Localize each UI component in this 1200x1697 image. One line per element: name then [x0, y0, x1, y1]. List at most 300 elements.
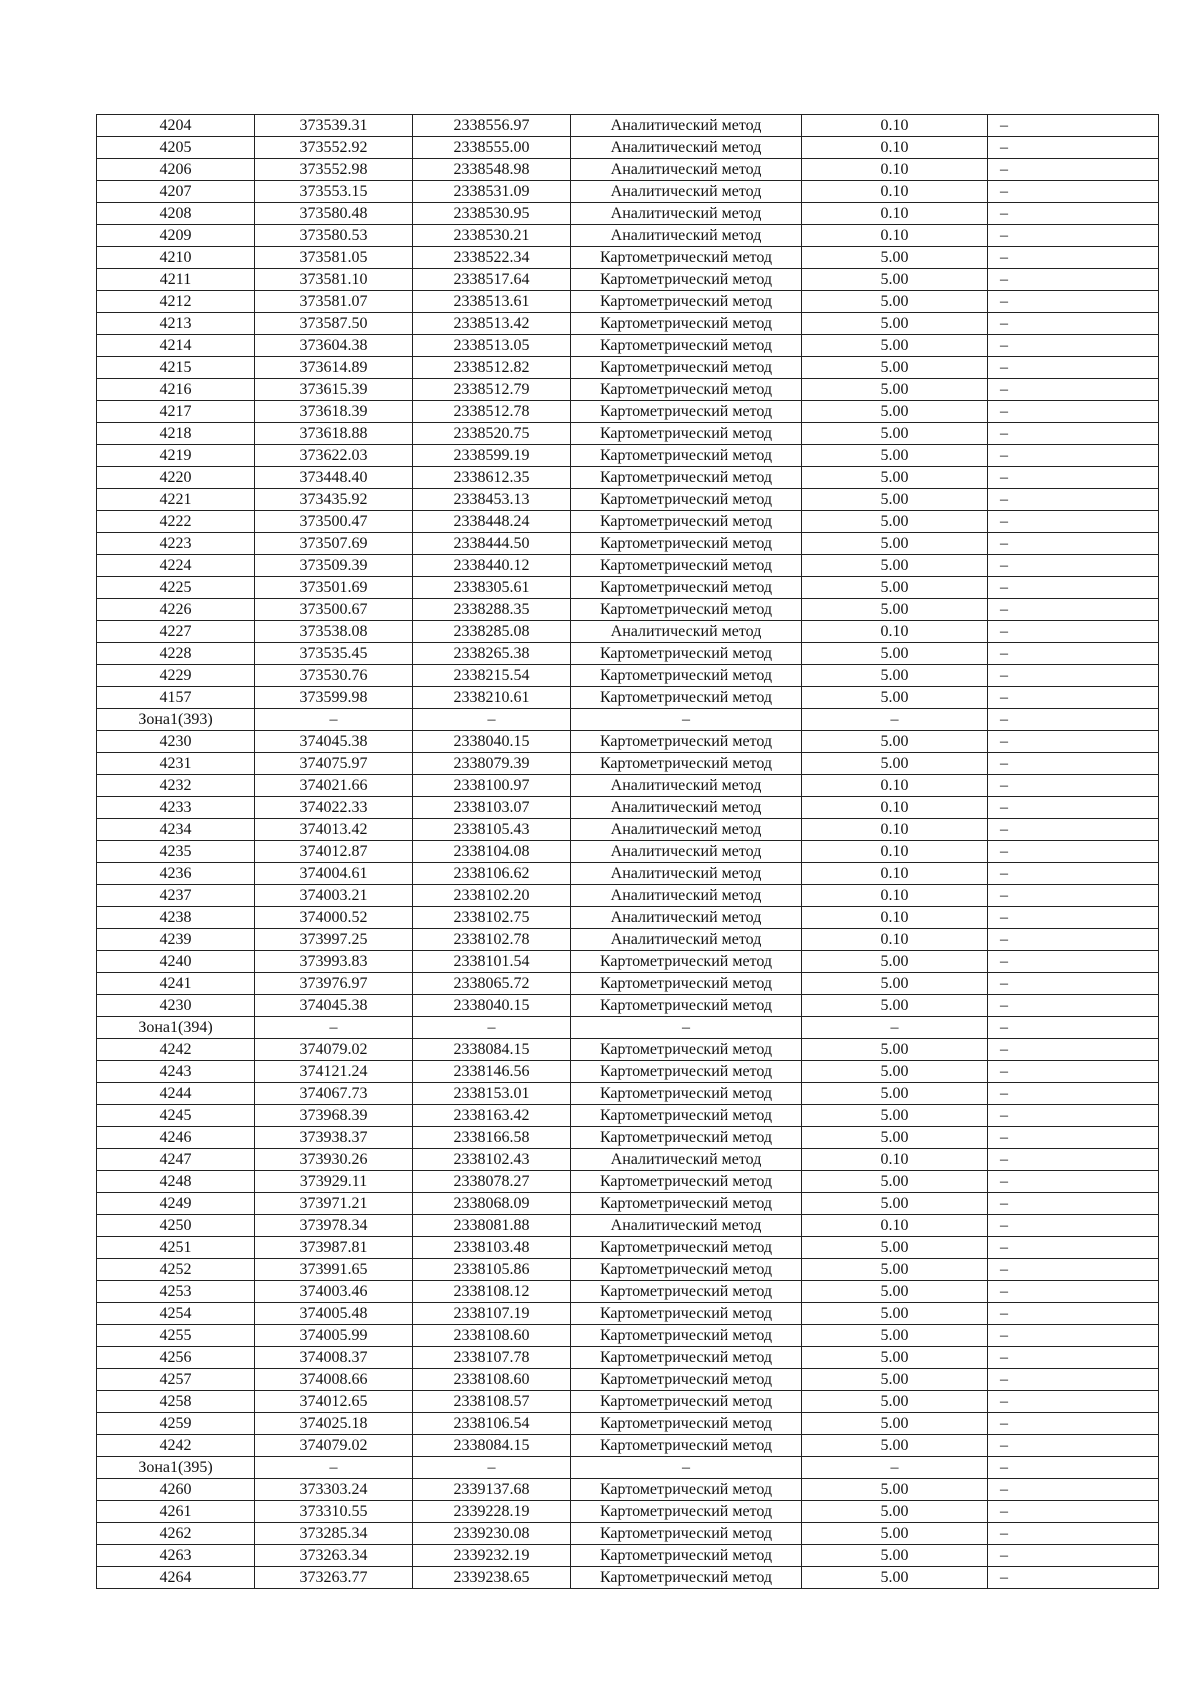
- accuracy-cell: 5.00: [802, 401, 988, 423]
- method-cell: Картометрический метод: [571, 1479, 802, 1501]
- x-coordinate-cell: 374079.02: [255, 1039, 413, 1061]
- method-cell: Картометрический метод: [571, 423, 802, 445]
- method-cell: Картометрический метод: [571, 665, 802, 687]
- y-coordinate-cell: 2338265.38: [413, 643, 571, 665]
- point-number-cell: 4230: [97, 731, 255, 753]
- table-row: [97, 357, 1159, 379]
- y-coordinate-cell: 2338102.75: [413, 907, 571, 929]
- y-coordinate-cell: 2338556.97: [413, 115, 571, 137]
- accuracy-cell: 5.00: [802, 1083, 988, 1105]
- point-number-cell: 4226: [97, 599, 255, 621]
- accuracy-cell: –: [802, 1017, 988, 1039]
- y-coordinate-cell: 2338512.79: [413, 379, 571, 401]
- point-number-cell: 4228: [97, 643, 255, 665]
- y-coordinate-cell: 2338065.72: [413, 973, 571, 995]
- x-coordinate-cell: 373604.38: [255, 335, 413, 357]
- method-cell: Картометрический метод: [571, 335, 802, 357]
- accuracy-cell: 5.00: [802, 665, 988, 687]
- accuracy-cell: 5.00: [802, 467, 988, 489]
- method-cell: Картометрический метод: [571, 401, 802, 423]
- accuracy-cell: 0.10: [802, 115, 988, 137]
- accuracy-cell: 5.00: [802, 423, 988, 445]
- point-number-cell: 4250: [97, 1215, 255, 1237]
- accuracy-cell: 5.00: [802, 1237, 988, 1259]
- y-coordinate-cell: 2338599.19: [413, 445, 571, 467]
- accuracy-cell: 5.00: [802, 1303, 988, 1325]
- point-number-cell: 4157: [97, 687, 255, 709]
- point-number-cell: 4206: [97, 159, 255, 181]
- table-row: [97, 841, 1159, 863]
- note-cell: –: [988, 797, 1159, 819]
- table-row: [97, 489, 1159, 511]
- point-number-cell: 4256: [97, 1347, 255, 1369]
- y-coordinate-cell: 2338512.82: [413, 357, 571, 379]
- note-cell: –: [988, 291, 1159, 313]
- accuracy-cell: 5.00: [802, 1567, 988, 1589]
- method-cell: Картометрический метод: [571, 973, 802, 995]
- note-cell: –: [988, 1391, 1159, 1413]
- accuracy-cell: 0.10: [802, 203, 988, 225]
- point-number-cell: 4244: [97, 1083, 255, 1105]
- x-coordinate-cell: 373978.34: [255, 1215, 413, 1237]
- y-coordinate-cell: 2338612.35: [413, 467, 571, 489]
- table-row: [97, 1523, 1159, 1545]
- y-coordinate-cell: 2338512.78: [413, 401, 571, 423]
- note-cell: –: [988, 1567, 1159, 1589]
- x-coordinate-cell: 373581.05: [255, 247, 413, 269]
- y-coordinate-cell: 2338163.42: [413, 1105, 571, 1127]
- coordinates-table: [96, 114, 1159, 1589]
- table-row: [97, 313, 1159, 335]
- table-row: [97, 1193, 1159, 1215]
- method-cell: Аналитический метод: [571, 225, 802, 247]
- y-coordinate-cell: –: [413, 709, 571, 731]
- y-coordinate-cell: 2338079.39: [413, 753, 571, 775]
- note-cell: –: [988, 181, 1159, 203]
- table-row: [97, 379, 1159, 401]
- method-cell: Картометрический метод: [571, 313, 802, 335]
- note-cell: –: [988, 533, 1159, 555]
- note-cell: –: [988, 1545, 1159, 1567]
- note-cell: –: [988, 577, 1159, 599]
- note-cell: –: [988, 907, 1159, 929]
- note-cell: –: [988, 995, 1159, 1017]
- y-coordinate-cell: 2338210.61: [413, 687, 571, 709]
- method-cell: Аналитический метод: [571, 929, 802, 951]
- x-coordinate-cell: –: [255, 1457, 413, 1479]
- accuracy-cell: 0.10: [802, 159, 988, 181]
- y-coordinate-cell: 2338305.61: [413, 577, 571, 599]
- note-cell: –: [988, 665, 1159, 687]
- x-coordinate-cell: 374075.97: [255, 753, 413, 775]
- table-row: [97, 819, 1159, 841]
- table-row: [97, 1017, 1159, 1039]
- method-cell: Картометрический метод: [571, 1171, 802, 1193]
- method-cell: Картометрический метод: [571, 1391, 802, 1413]
- table-row: [97, 1259, 1159, 1281]
- table-row: [97, 1391, 1159, 1413]
- x-coordinate-cell: 373538.08: [255, 621, 413, 643]
- x-coordinate-cell: 373552.98: [255, 159, 413, 181]
- y-coordinate-cell: 2339137.68: [413, 1479, 571, 1501]
- note-cell: –: [988, 687, 1159, 709]
- method-cell: Картометрический метод: [571, 1501, 802, 1523]
- accuracy-cell: 0.10: [802, 907, 988, 929]
- accuracy-cell: 5.00: [802, 599, 988, 621]
- accuracy-cell: 0.10: [802, 929, 988, 951]
- accuracy-cell: 5.00: [802, 291, 988, 313]
- note-cell: –: [988, 1083, 1159, 1105]
- point-number-cell: 4252: [97, 1259, 255, 1281]
- point-number-cell: 4241: [97, 973, 255, 995]
- point-number-cell: 4207: [97, 181, 255, 203]
- x-coordinate-cell: 374004.61: [255, 863, 413, 885]
- table-row: [97, 1237, 1159, 1259]
- accuracy-cell: 5.00: [802, 1193, 988, 1215]
- accuracy-cell: 5.00: [802, 533, 988, 555]
- note-cell: –: [988, 357, 1159, 379]
- point-number-cell: 4209: [97, 225, 255, 247]
- table-row: [97, 1435, 1159, 1457]
- y-coordinate-cell: 2338513.61: [413, 291, 571, 313]
- note-cell: –: [988, 1171, 1159, 1193]
- method-cell: Картометрический метод: [571, 1039, 802, 1061]
- table-row: [97, 753, 1159, 775]
- table-row: [97, 203, 1159, 225]
- x-coordinate-cell: –: [255, 1017, 413, 1039]
- x-coordinate-cell: 373976.97: [255, 973, 413, 995]
- method-cell: Картометрический метод: [571, 731, 802, 753]
- y-coordinate-cell: 2338081.88: [413, 1215, 571, 1237]
- accuracy-cell: 5.00: [802, 1171, 988, 1193]
- point-number-cell: 4264: [97, 1567, 255, 1589]
- point-number-cell: 4237: [97, 885, 255, 907]
- note-cell: –: [988, 1347, 1159, 1369]
- method-cell: Аналитический метод: [571, 621, 802, 643]
- x-coordinate-cell: 373993.83: [255, 951, 413, 973]
- note-cell: –: [988, 1325, 1159, 1347]
- table-row: [97, 1083, 1159, 1105]
- point-number-cell: 4215: [97, 357, 255, 379]
- point-number-cell: 4227: [97, 621, 255, 643]
- point-number-cell: Зона1(395): [97, 1457, 255, 1479]
- note-cell: –: [988, 159, 1159, 181]
- y-coordinate-cell: 2338105.43: [413, 819, 571, 841]
- method-cell: Аналитический метод: [571, 159, 802, 181]
- x-coordinate-cell: 373303.24: [255, 1479, 413, 1501]
- y-coordinate-cell: 2338440.12: [413, 555, 571, 577]
- method-cell: Картометрический метод: [571, 1281, 802, 1303]
- method-cell: Картометрический метод: [571, 599, 802, 621]
- point-number-cell: 4216: [97, 379, 255, 401]
- point-number-cell: 4240: [97, 951, 255, 973]
- method-cell: Картометрический метод: [571, 1567, 802, 1589]
- y-coordinate-cell: 2338068.09: [413, 1193, 571, 1215]
- method-cell: Картометрический метод: [571, 1545, 802, 1567]
- method-cell: Аналитический метод: [571, 181, 802, 203]
- note-cell: –: [988, 973, 1159, 995]
- table-row: [97, 1479, 1159, 1501]
- method-cell: Картометрический метод: [571, 445, 802, 467]
- y-coordinate-cell: 2338513.05: [413, 335, 571, 357]
- y-coordinate-cell: 2338448.24: [413, 511, 571, 533]
- x-coordinate-cell: 373599.98: [255, 687, 413, 709]
- y-coordinate-cell: 2338548.98: [413, 159, 571, 181]
- note-cell: –: [988, 1303, 1159, 1325]
- accuracy-cell: 5.00: [802, 731, 988, 753]
- note-cell: –: [988, 1215, 1159, 1237]
- accuracy-cell: 5.00: [802, 313, 988, 335]
- y-coordinate-cell: –: [413, 1017, 571, 1039]
- x-coordinate-cell: 374012.87: [255, 841, 413, 863]
- note-cell: –: [988, 1479, 1159, 1501]
- method-cell: Картометрический метод: [571, 1523, 802, 1545]
- table-row: [97, 291, 1159, 313]
- note-cell: –: [988, 313, 1159, 335]
- y-coordinate-cell: 2338522.34: [413, 247, 571, 269]
- x-coordinate-cell: 373500.67: [255, 599, 413, 621]
- y-coordinate-cell: –: [413, 1457, 571, 1479]
- point-number-cell: Зона1(393): [97, 709, 255, 731]
- accuracy-cell: 0.10: [802, 885, 988, 907]
- table-row: [97, 665, 1159, 687]
- point-number-cell: 4249: [97, 1193, 255, 1215]
- accuracy-cell: 5.00: [802, 445, 988, 467]
- table-row: [97, 643, 1159, 665]
- table-row: [97, 907, 1159, 929]
- y-coordinate-cell: 2338104.08: [413, 841, 571, 863]
- point-number-cell: 4232: [97, 775, 255, 797]
- x-coordinate-cell: 373938.37: [255, 1127, 413, 1149]
- y-coordinate-cell: 2338102.20: [413, 885, 571, 907]
- point-number-cell: 4259: [97, 1413, 255, 1435]
- accuracy-cell: 0.10: [802, 863, 988, 885]
- x-coordinate-cell: 373580.53: [255, 225, 413, 247]
- y-coordinate-cell: 2338105.86: [413, 1259, 571, 1281]
- point-number-cell: 4235: [97, 841, 255, 863]
- table-row: [97, 159, 1159, 181]
- y-coordinate-cell: 2339238.65: [413, 1567, 571, 1589]
- y-coordinate-cell: 2338084.15: [413, 1435, 571, 1457]
- method-cell: Аналитический метод: [571, 907, 802, 929]
- table-row: [97, 1215, 1159, 1237]
- accuracy-cell: 5.00: [802, 1523, 988, 1545]
- table-row: [97, 269, 1159, 291]
- y-coordinate-cell: 2338517.64: [413, 269, 571, 291]
- method-cell: Аналитический метод: [571, 885, 802, 907]
- x-coordinate-cell: 373500.47: [255, 511, 413, 533]
- accuracy-cell: –: [802, 709, 988, 731]
- point-number-cell: 4242: [97, 1435, 255, 1457]
- accuracy-cell: –: [802, 1457, 988, 1479]
- method-cell: Картометрический метод: [571, 511, 802, 533]
- method-cell: Картометрический метод: [571, 489, 802, 511]
- accuracy-cell: 5.00: [802, 357, 988, 379]
- note-cell: –: [988, 1039, 1159, 1061]
- method-cell: Картометрический метод: [571, 1061, 802, 1083]
- accuracy-cell: 0.10: [802, 841, 988, 863]
- x-coordinate-cell: 373263.77: [255, 1567, 413, 1589]
- method-cell: Картометрический метод: [571, 1193, 802, 1215]
- y-coordinate-cell: 2338146.56: [413, 1061, 571, 1083]
- note-cell: –: [988, 1127, 1159, 1149]
- note-cell: –: [988, 423, 1159, 445]
- note-cell: –: [988, 511, 1159, 533]
- table-row: [97, 863, 1159, 885]
- accuracy-cell: 5.00: [802, 247, 988, 269]
- note-cell: –: [988, 247, 1159, 269]
- y-coordinate-cell: 2338513.42: [413, 313, 571, 335]
- table-row: [97, 687, 1159, 709]
- table-row: [97, 533, 1159, 555]
- table-row: [97, 1281, 1159, 1303]
- accuracy-cell: 5.00: [802, 1127, 988, 1149]
- table-row: [97, 555, 1159, 577]
- method-cell: Аналитический метод: [571, 137, 802, 159]
- note-cell: –: [988, 1237, 1159, 1259]
- method-cell: Картометрический метод: [571, 379, 802, 401]
- table-row: [97, 1149, 1159, 1171]
- y-coordinate-cell: 2338166.58: [413, 1127, 571, 1149]
- note-cell: –: [988, 863, 1159, 885]
- accuracy-cell: 5.00: [802, 555, 988, 577]
- table-row: [97, 445, 1159, 467]
- y-coordinate-cell: 2339228.19: [413, 1501, 571, 1523]
- x-coordinate-cell: 373435.92: [255, 489, 413, 511]
- note-cell: –: [988, 951, 1159, 973]
- table-row: [97, 1545, 1159, 1567]
- accuracy-cell: 5.00: [802, 335, 988, 357]
- table-row: [97, 1061, 1159, 1083]
- note-cell: –: [988, 1369, 1159, 1391]
- y-coordinate-cell: 2338108.57: [413, 1391, 571, 1413]
- method-cell: –: [571, 709, 802, 731]
- table-row: [97, 995, 1159, 1017]
- table-row: [97, 951, 1159, 973]
- y-coordinate-cell: 2338040.15: [413, 995, 571, 1017]
- x-coordinate-cell: 374005.48: [255, 1303, 413, 1325]
- point-number-cell: 4225: [97, 577, 255, 599]
- method-cell: –: [571, 1457, 802, 1479]
- y-coordinate-cell: 2338153.01: [413, 1083, 571, 1105]
- accuracy-cell: 5.00: [802, 269, 988, 291]
- point-number-cell: 4254: [97, 1303, 255, 1325]
- point-number-cell: 4220: [97, 467, 255, 489]
- method-cell: Картометрический метод: [571, 1127, 802, 1149]
- x-coordinate-cell: 373971.21: [255, 1193, 413, 1215]
- note-cell: –: [988, 1149, 1159, 1171]
- point-number-cell: 4222: [97, 511, 255, 533]
- method-cell: Картометрический метод: [571, 1369, 802, 1391]
- y-coordinate-cell: 2338107.78: [413, 1347, 571, 1369]
- table-row: [97, 1369, 1159, 1391]
- accuracy-cell: 0.10: [802, 775, 988, 797]
- x-coordinate-cell: 373507.69: [255, 533, 413, 555]
- point-number-cell: 4231: [97, 753, 255, 775]
- y-coordinate-cell: 2338453.13: [413, 489, 571, 511]
- method-cell: Картометрический метод: [571, 687, 802, 709]
- x-coordinate-cell: 373587.50: [255, 313, 413, 335]
- y-coordinate-cell: 2338530.21: [413, 225, 571, 247]
- accuracy-cell: 0.10: [802, 819, 988, 841]
- point-number-cell: 4255: [97, 1325, 255, 1347]
- y-coordinate-cell: 2339230.08: [413, 1523, 571, 1545]
- y-coordinate-cell: 2338084.15: [413, 1039, 571, 1061]
- point-number-cell: 4233: [97, 797, 255, 819]
- y-coordinate-cell: 2339232.19: [413, 1545, 571, 1567]
- accuracy-cell: 5.00: [802, 753, 988, 775]
- point-number-cell: 4246: [97, 1127, 255, 1149]
- x-coordinate-cell: 374067.73: [255, 1083, 413, 1105]
- y-coordinate-cell: 2338102.78: [413, 929, 571, 951]
- note-cell: –: [988, 885, 1159, 907]
- x-coordinate-cell: 373581.10: [255, 269, 413, 291]
- table-row: [97, 577, 1159, 599]
- accuracy-cell: 5.00: [802, 1501, 988, 1523]
- method-cell: Картометрический метод: [571, 995, 802, 1017]
- coordinates-table-body: [97, 115, 1159, 1589]
- x-coordinate-cell: 374022.33: [255, 797, 413, 819]
- table-row: [97, 1413, 1159, 1435]
- note-cell: –: [988, 335, 1159, 357]
- y-coordinate-cell: 2338102.43: [413, 1149, 571, 1171]
- x-coordinate-cell: 374003.21: [255, 885, 413, 907]
- accuracy-cell: 5.00: [802, 687, 988, 709]
- point-number-cell: 4248: [97, 1171, 255, 1193]
- accuracy-cell: 5.00: [802, 1347, 988, 1369]
- table-row: [97, 335, 1159, 357]
- method-cell: Картометрический метод: [571, 269, 802, 291]
- table-row: [97, 797, 1159, 819]
- table-row: [97, 467, 1159, 489]
- method-cell: Картометрический метод: [571, 1347, 802, 1369]
- x-coordinate-cell: 373530.76: [255, 665, 413, 687]
- point-number-cell: 4221: [97, 489, 255, 511]
- x-coordinate-cell: 373930.26: [255, 1149, 413, 1171]
- y-coordinate-cell: 2338040.15: [413, 731, 571, 753]
- y-coordinate-cell: 2338107.19: [413, 1303, 571, 1325]
- table-row: [97, 1127, 1159, 1149]
- table-row: [97, 709, 1159, 731]
- table-row: [97, 1171, 1159, 1193]
- y-coordinate-cell: 2338531.09: [413, 181, 571, 203]
- method-cell: Картометрический метод: [571, 247, 802, 269]
- table-row: [97, 599, 1159, 621]
- note-cell: –: [988, 401, 1159, 423]
- note-cell: –: [988, 467, 1159, 489]
- table-row: [97, 137, 1159, 159]
- point-number-cell: 4247: [97, 1149, 255, 1171]
- accuracy-cell: 5.00: [802, 1479, 988, 1501]
- note-cell: –: [988, 137, 1159, 159]
- table-row: [97, 401, 1159, 423]
- y-coordinate-cell: 2338288.35: [413, 599, 571, 621]
- y-coordinate-cell: 2338444.50: [413, 533, 571, 555]
- y-coordinate-cell: 2338103.07: [413, 797, 571, 819]
- point-number-cell: 4218: [97, 423, 255, 445]
- method-cell: Картометрический метод: [571, 357, 802, 379]
- accuracy-cell: 5.00: [802, 995, 988, 1017]
- accuracy-cell: 5.00: [802, 511, 988, 533]
- method-cell: Картометрический метод: [571, 467, 802, 489]
- table-row: [97, 247, 1159, 269]
- x-coordinate-cell: 374000.52: [255, 907, 413, 929]
- accuracy-cell: 0.10: [802, 1149, 988, 1171]
- point-number-cell: 4208: [97, 203, 255, 225]
- note-cell: –: [988, 225, 1159, 247]
- x-coordinate-cell: 373618.88: [255, 423, 413, 445]
- note-cell: –: [988, 115, 1159, 137]
